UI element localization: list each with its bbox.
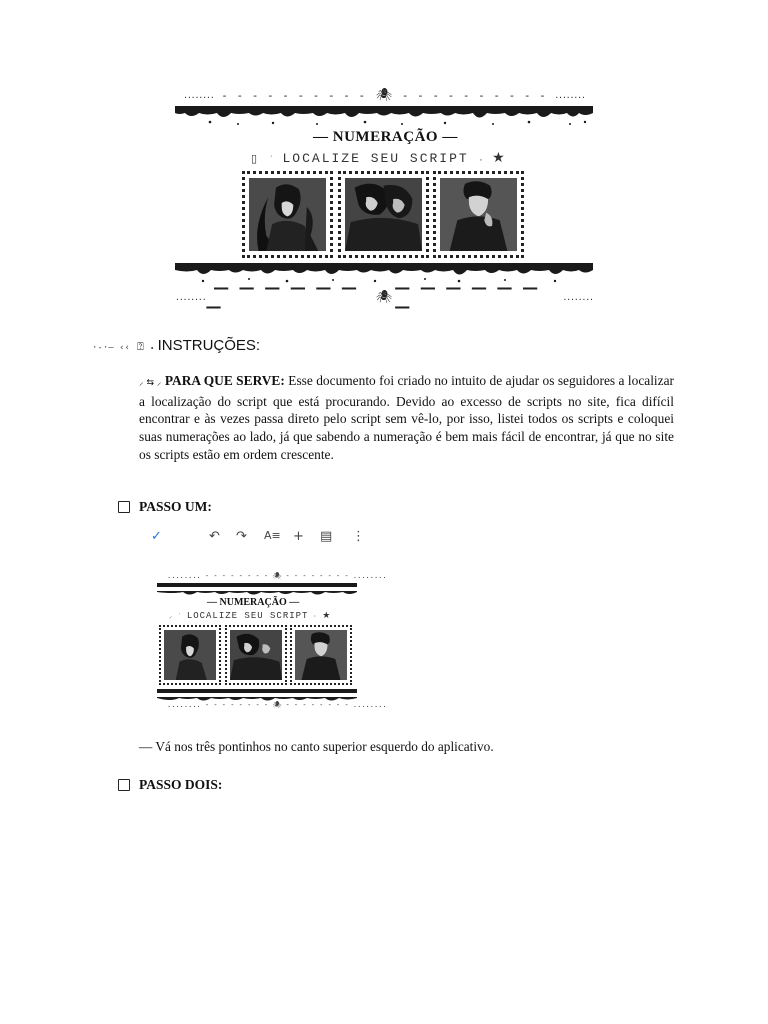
mini-top-ornament: ........ - - - - - - - - 🕷 - - - - - - - - ........ <box>167 572 387 580</box>
step-two <box>118 777 222 793</box>
step-one-note: — Vá nos três pontinhos no canto superior esquerdo do aplicativo. <box>139 739 494 754</box>
mini-stamp-photo-1 <box>159 625 221 685</box>
comment-icon: ▤ <box>320 529 333 544</box>
mini-stamp-photo-2 <box>225 625 287 685</box>
spider-icon: 🕷 <box>272 572 282 580</box>
top-ornament-row: ........ - - - - - - - - - - 🕷 - - - - - - - - - - ........ <box>183 87 585 103</box>
step-two-checkbox[interactable] <box>118 779 130 791</box>
mini-bottom-drips <box>157 692 357 700</box>
heading-ornament: ·-·— ‹‹ <box>92 343 130 353</box>
step-two-label: PASSO DOIS: <box>139 777 223 792</box>
add-icon: + <box>293 529 304 544</box>
heading-box-icon: ⍰ <box>137 340 144 353</box>
purpose-paragraph <box>139 372 674 464</box>
check-icon: ✓ <box>151 529 162 544</box>
step-one <box>118 499 212 515</box>
spider-icon: 🕷 <box>272 701 282 709</box>
banner-subtitle: LOCALIZE SEU SCRIPT <box>282 151 469 166</box>
mini-stamp-photo-3 <box>290 625 352 685</box>
bottom-ornament-row: ........ — — — — — — — 🕷 — — — — — — — ........ <box>175 278 593 316</box>
mini-star-icon: ★ <box>322 611 332 621</box>
stamp-photo-2 <box>338 171 429 258</box>
app-toolbar <box>143 522 365 552</box>
redo-icon: ↷ <box>236 529 247 544</box>
banner-title: — NUMERAÇÃO — <box>313 129 458 145</box>
stamp-photo-1 <box>242 171 333 258</box>
bookmark-icon: ▯ <box>251 152 260 165</box>
step-one-checkbox[interactable] <box>118 501 130 513</box>
purpose-label: PARA QUE SERVE: <box>164 373 285 388</box>
mini-title: — NUMERAÇÃO — <box>207 597 300 608</box>
stamp-photo-3 <box>433 171 524 258</box>
mini-subtitle: LOCALIZE SEU SCRIPT <box>186 611 309 621</box>
step-one-label: PASSO UM: <box>139 499 212 514</box>
more-vert-icon: ⋮ <box>352 529 365 544</box>
purpose-prefix: ⸝ ⇆ ⸝ <box>139 378 162 388</box>
spider-icon: 🕷 <box>375 289 393 305</box>
star-icon: ★ <box>492 150 507 166</box>
mini-bottom-ornament: ........ - - - - - - - - 🕷 - - - - - - - - ........ <box>167 701 387 709</box>
purpose-text: Esse documento foi criado no intuito de ajudar os seguidores a localizar a localização do script que está procurando. Devido ao excesso de scripts no site, fica difícil encontrar e às vezes passa direto pelo script sem vê-lo, por isso, listei todos os scripts e coloquei suas numerações ao lado, já que sabendo a numeração é bem mais fácil de encontrar, já que no site os scripts estão em ordem crescente. <box>139 373 674 462</box>
instructions-heading: INSTRUÇÕES: <box>157 337 261 354</box>
undo-icon: ↶ <box>209 529 220 544</box>
instructions-heading-row <box>92 337 260 354</box>
banner-subtitle-row: ▯ ˙ LOCALIZE SEU SCRIPT · ★ <box>251 150 507 166</box>
app-screenshot <box>143 522 387 734</box>
spider-icon: 🕷 <box>375 87 393 103</box>
heading-bullet: ⬩ <box>150 344 154 352</box>
top-drips <box>175 111 593 127</box>
mini-subtitle-row: ⸝ ˙ LOCALIZE SEU SCRIPT · ★ <box>169 611 332 621</box>
text-format-icon: A≡ <box>264 529 281 542</box>
mini-top-drips <box>157 586 357 594</box>
